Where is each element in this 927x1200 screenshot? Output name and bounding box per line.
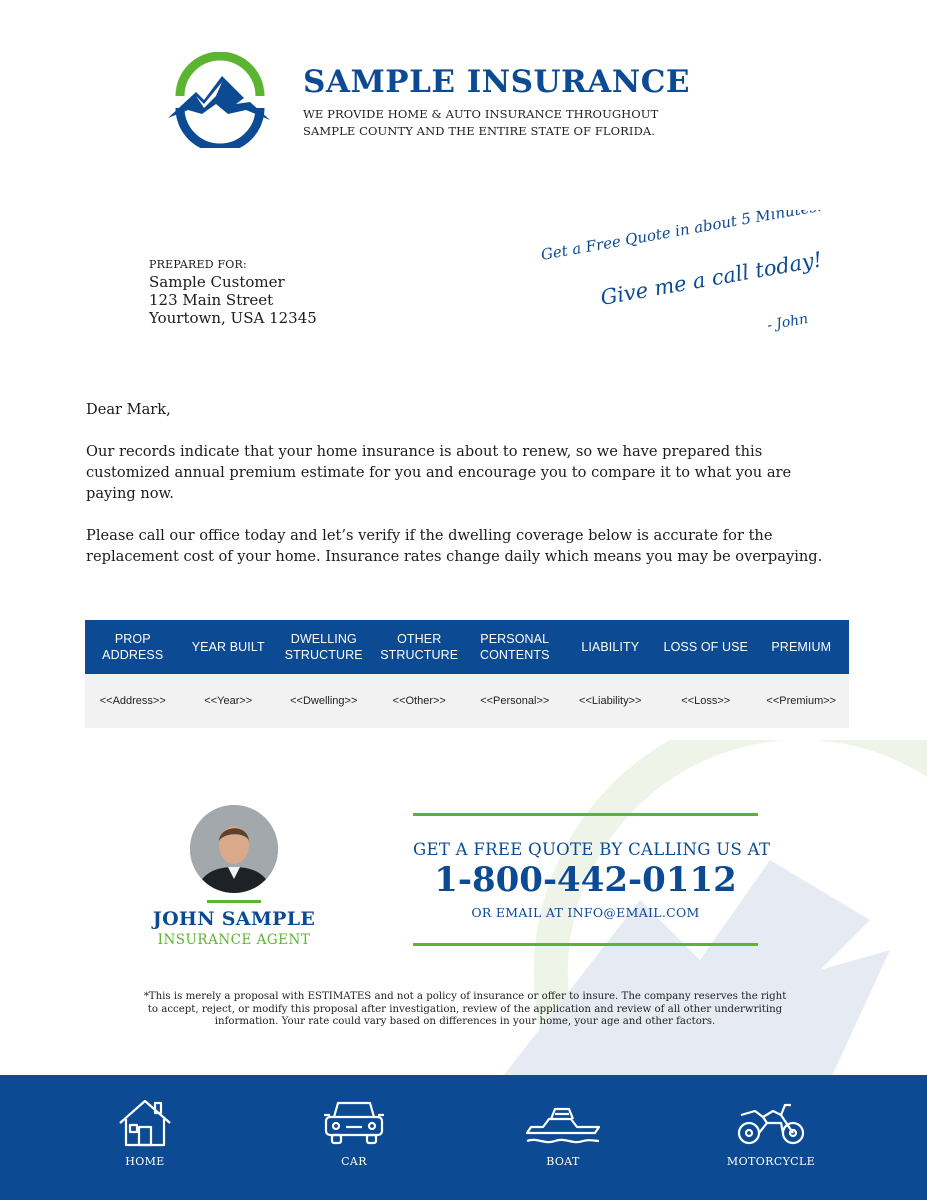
footer-item-car[interactable] — [289, 1097, 419, 1168]
letter-line: Our records indicate that your home insurance is about to renew, so we have prepared this — [86, 443, 763, 460]
header-other-structure: OTHER STRUCTURE — [380, 632, 459, 662]
footer-label-boat: BOAT — [546, 1155, 580, 1168]
header-prop-address: PROP ADDRESS — [102, 632, 164, 662]
disclaimer-line: information. Your rate could vary based on differences in your home, your age and other factors. — [214, 1016, 716, 1027]
quote-bottom-rule — [413, 943, 758, 946]
prepared-for-block — [149, 258, 317, 327]
agent-avatar — [190, 805, 278, 893]
cell-year: <<Year>> — [204, 695, 253, 707]
company-name: SAMPLE INSURANCE — [303, 64, 690, 100]
customer-city: Yourtown, USA 12345 — [149, 309, 317, 327]
handwritten-note — [530, 210, 830, 340]
letter-line: paying now. — [86, 485, 174, 502]
letter-body — [86, 399, 856, 588]
cell-liability: <<Liability>> — [579, 695, 642, 707]
cell-address: <<Address>> — [99, 695, 166, 707]
quote-headline: GET A FREE QUOTE BY CALLING US AT — [413, 840, 771, 859]
letter-greeting: Dear Mark, — [86, 401, 171, 418]
quote-phone-number[interactable]: 1-800-442-0112 — [434, 860, 737, 900]
quote-email-line[interactable]: OR EMAIL AT INFO@EMAIL.COM — [471, 905, 700, 920]
footer-item-motorcycle[interactable] — [706, 1097, 836, 1168]
table-row — [85, 674, 849, 728]
quote-top-rule — [413, 813, 758, 816]
motorcycle-icon — [737, 1097, 805, 1149]
footer-label-car: CAR — [341, 1155, 367, 1168]
note-line-1: Get a Free Quote in about 5 Minutes! — [539, 210, 825, 264]
header-premium: PREMIUM — [771, 640, 832, 654]
house-icon — [117, 1097, 173, 1149]
premium-estimate-table — [85, 620, 849, 728]
tagline-line: SAMPLE COUNTY AND THE ENTIRE STATE OF FLORIDA. — [303, 124, 656, 138]
cell-premium: <<Premium>> — [766, 695, 837, 707]
prepared-for-label: PREPARED FOR: — [149, 258, 247, 271]
header-loss-of-use: LOSS OF USE — [663, 640, 748, 654]
letter-line: replacement cost of your home. Insurance rates change daily which means you may be overpaying. — [86, 548, 823, 565]
customer-street: 123 Main Street — [149, 291, 274, 309]
letter-paragraph-2 — [86, 525, 856, 567]
cell-loss: <<Loss>> — [681, 695, 731, 707]
footer-label-home: HOME — [125, 1155, 165, 1168]
header-year-built: YEAR BUILT — [191, 640, 265, 654]
letter-paragraph-1 — [86, 441, 856, 504]
header-personal-contents: PERSONAL CONTENTS — [479, 632, 550, 662]
boat-icon — [525, 1097, 601, 1149]
note-line-2: Give me a call today! — [598, 247, 824, 310]
letter-line: Please call our office today and let’s verify if the dwelling coverage below is accurate for the — [86, 527, 773, 544]
car-icon — [322, 1097, 386, 1149]
footer-label-motorcycle: MOTORCYCLE — [726, 1155, 816, 1168]
note-signature: - John — [765, 311, 810, 334]
letter-line: customized annual premium estimate for you and encourage you to compare it to what you are — [86, 464, 792, 481]
company-logo — [166, 52, 274, 148]
table-header-row — [85, 620, 849, 674]
agent-title: INSURANCE AGENT — [157, 932, 311, 948]
agent-divider — [207, 900, 261, 903]
footer-bar — [0, 1075, 927, 1200]
disclaimer-line: *This is merely a proposal with ESTIMATES and not a policy of insurance or offer to insure. The company reserves the right — [143, 991, 787, 1002]
cell-other: <<Other>> — [392, 695, 446, 707]
disclaimer-line: to accept, reject, or modify this proposal after investigation, review of the application and review of all other underwriting — [147, 1003, 783, 1015]
footer-item-home[interactable] — [80, 1097, 210, 1168]
company-tagline — [303, 106, 658, 140]
cell-dwelling: <<Dwelling>> — [290, 695, 358, 707]
header-liability: LIABILITY — [581, 640, 640, 654]
tagline-line: WE PROVIDE HOME & AUTO INSURANCE THROUGHOUT — [303, 107, 659, 121]
customer-name: Sample Customer — [149, 273, 285, 291]
cell-personal: <<Personal>> — [480, 695, 550, 707]
agent-name: JOHN SAMPLE — [152, 908, 316, 930]
disclaimer — [120, 991, 810, 1029]
footer-item-boat[interactable] — [498, 1097, 628, 1168]
header-dwelling-structure: DWELLING STRUCTURE — [284, 632, 363, 662]
